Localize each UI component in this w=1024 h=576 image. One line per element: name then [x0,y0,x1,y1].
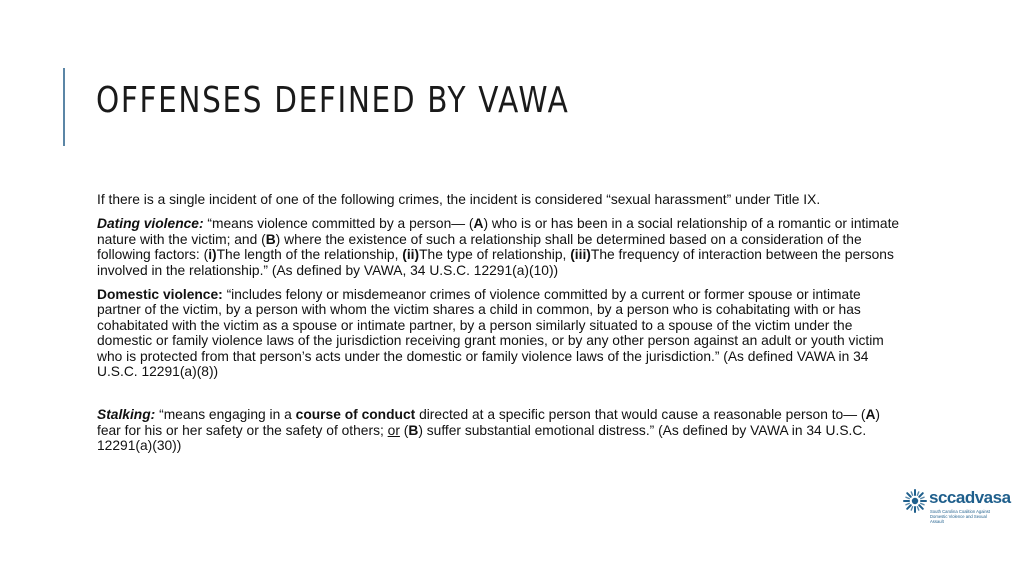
stalking-clause-a: A [865,407,876,423]
title-accent-bar [63,68,65,146]
stalking-clause-b: B [408,422,419,438]
dating-violence-term: Dating violence: [97,216,204,232]
dating-text-6: The frequency of interaction between the persons involved in the relationship.” (As defined by VAWA, 34 U.S.C. 12291(a)(10)) [97,247,894,278]
dating-factor-iii: (iii) [570,247,591,263]
stalking-text-3: ) fear for his or her safety or the safety of others; [97,407,881,438]
dating-clause-a: A [473,216,484,232]
stalking-or: or [387,422,400,438]
dating-text-1: “means violence committed by a person— ( [203,216,474,232]
stalking-paragraph [97,407,905,453]
domestic-violence-paragraph [97,287,905,379]
stalking-text-5: ) suffer substantial emotional distress.” (As defined by VAWA in 34 U.S.C. 12291(a)(30)) [97,422,867,454]
dating-violence-paragraph [97,216,905,278]
stalking-term: Stalking: [97,407,156,423]
dating-clause-b: B [265,231,276,247]
domestic-text: “includes felony or misdemeanor crimes of violence committed by a current or former spouse or intimate partner of the victim, by a person with whom the victim shares a child in common, by a person who is cohabitating with or has cohabitated with the victim as a spouse or intimate partner, by a person similarly situated to a spouse of the victim under the domestic or family violence laws of the jurisdiction receiving grant monies, or by any other person against an adult or youth victim who is protected from that person’s acts under the domestic or family violence laws of the jurisdiction.” (As defined VAWA in 34 U.S.C. 12291(a)(8)) [97,287,884,380]
stalking-text-1: “means engaging in a [155,407,296,423]
sccadvasa-logo [902,488,1011,532]
dating-text-3: ) where the existence of such a relationship shall be determined based on a consideration of the following factors: ( [97,231,862,263]
dating-text-4: The length of the relationship, [216,247,403,263]
dating-text-2: ) who is or has been in a social relationship of a romantic or intimate nature with the victim; and ( [97,216,900,247]
stalking-text-4: ( [399,422,409,438]
slide-body [97,192,905,463]
course-of-conduct: course of conduct [295,407,416,423]
logo-tagline: South Carolina Coalition Against Domestic Violence and Sexual Assault [930,509,991,524]
sunburst-logo-icon [902,488,928,514]
logo-wordmark: sccadvasa [929,488,1011,507]
dating-text-5: The type of relationship, [419,247,571,263]
intro-paragraph: If there is a single incident of one of the following crimes, the incident is considered “sexual harassment” under Title IX. [97,192,821,207]
domestic-violence-term: Domestic violence: [97,287,223,303]
stalking-text-2: directed at a specific person that would cause a reasonable person to— ( [415,407,866,423]
dating-factor-ii: (ii) [402,247,420,263]
dating-factor-i: i) [208,247,217,263]
page-title: OFFENSES DEFINED BY VAWA [96,80,570,121]
